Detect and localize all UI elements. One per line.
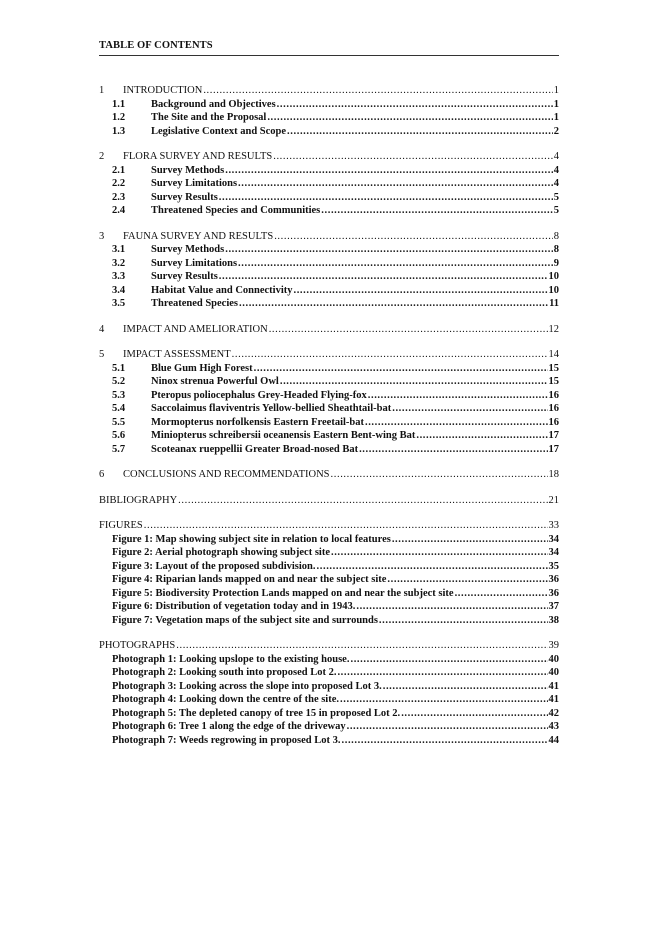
toc-entry-page: 34 (548, 547, 559, 558)
toc-entry-page: 4 (553, 164, 559, 176)
toc-dot-leader (219, 191, 553, 205)
toc-entry-number: 6 (99, 469, 105, 480)
toc-dot-leader (392, 533, 548, 547)
toc-dot-leader (293, 284, 547, 298)
toc-dot-leader (238, 257, 553, 271)
toc-chapter-entry[interactable] (99, 323, 559, 337)
toc-dot-leader (287, 125, 553, 139)
toc-entry-page: 5 (553, 205, 559, 216)
toc-subsection-entry[interactable] (99, 297, 559, 311)
toc-dot-leader (416, 429, 547, 443)
toc-entry-page: 36 (548, 587, 559, 599)
toc-section (99, 468, 559, 482)
toc-entry-page: 10 (548, 271, 559, 282)
toc-entry-number: 3.5 (112, 298, 126, 309)
toc-dot-leader (365, 416, 548, 430)
toc-entry-title: Background and Objectives (151, 98, 276, 110)
toc-figure-entry[interactable] (99, 587, 559, 601)
toc-entry-page: 16 (548, 389, 559, 401)
toc-entry-title: FIGURES (99, 520, 143, 531)
toc-entry-page: 42 (548, 707, 559, 719)
toc-section (99, 348, 559, 456)
toc-entry-page: 18 (548, 469, 559, 480)
toc-chapter-entry[interactable] (99, 84, 559, 98)
toc-entry-page: 9 (553, 257, 559, 269)
toc-photograph-entry[interactable] (99, 720, 559, 734)
toc-subsection-entry[interactable] (99, 389, 559, 403)
toc-figure-entry[interactable] (99, 546, 559, 560)
toc-entry-title: BIBLIOGRAPHY (99, 494, 178, 506)
toc-dot-leader (331, 546, 548, 560)
toc-entry-page: 12 (548, 323, 559, 335)
toc-entry-number: 2 (99, 151, 105, 162)
toc-dot-leader (350, 653, 547, 667)
toc-entry-page: 8 (553, 230, 559, 242)
toc-entry-page: 21 (548, 494, 559, 506)
toc-entry-title: Survey Limitations (151, 178, 238, 189)
toc-subsection-entry[interactable] (99, 429, 559, 443)
toc-entry-title: Photograph 7: Weeds regrowing in proposed Lot 3. (112, 734, 341, 746)
toc-entry-title: The Site and the Proposal (151, 112, 267, 123)
toc-entry-title: Survey Results (151, 191, 218, 203)
toc-entry-page: 1 (553, 98, 559, 110)
toc-entry-page: 14 (548, 349, 559, 360)
toc-entry-page: 41 (548, 694, 559, 705)
toc-section (99, 323, 559, 337)
toc-entry-page: 11 (549, 298, 559, 309)
toc-dot-leader (401, 707, 547, 721)
toc-photograph-entry[interactable] (99, 693, 559, 707)
toc-entry-number: 5.4 (112, 403, 126, 414)
toc-entry-title: Habitat Value and Connectivity (151, 284, 293, 296)
toc-entry-page: 36 (548, 574, 559, 585)
toc-entry-title: Photograph 1: Looking upslope to the existing house. (112, 653, 350, 665)
toc-entry-number: 3.3 (112, 271, 126, 282)
toc-entry-title: Figure 3: Layout of the proposed subdivision. (112, 560, 316, 572)
toc-entry-title: Mormopterus norfolkensis Eastern Freetail-bat (151, 416, 364, 428)
toc-dot-leader (280, 375, 548, 389)
toc-dot-leader (178, 494, 547, 508)
toc-entry-page: 17 (548, 430, 559, 441)
toc-photograph-entry[interactable] (99, 707, 559, 721)
toc-figure-entry[interactable] (99, 600, 559, 614)
toc-figure-entry[interactable] (99, 533, 559, 547)
toc-dot-leader (321, 204, 552, 218)
toc-dot-leader (239, 297, 548, 311)
toc-dot-leader (331, 468, 548, 482)
toc-entry-title: FAUNA SURVEY AND RESULTS (123, 230, 274, 242)
toc-chapter-entry[interactable] (99, 348, 559, 362)
page-header-title: TABLE OF CONTENTS (99, 40, 213, 51)
toc-entry-title: INTRODUCTION (123, 85, 203, 96)
toc-subsection-entry[interactable] (99, 111, 559, 125)
toc-dot-leader (392, 402, 547, 416)
toc-entry-title: CONCLUSIONS AND RECOMMENDATIONS (123, 469, 330, 480)
toc-dot-leader (238, 177, 553, 191)
toc-entry-number: 1.1 (112, 98, 126, 110)
toc-entry-title: Photograph 2: Looking south into proposed Lot 2. (112, 667, 337, 678)
toc-dot-leader (340, 693, 547, 707)
toc-entry-title: Figure 2: Aerial photograph showing subject site (112, 547, 330, 558)
toc-entry-title: Photograph 6: Tree 1 along the edge of the driveway (112, 721, 346, 732)
toc-entry-page: 1 (553, 85, 559, 96)
table-of-contents (99, 84, 559, 759)
toc-entry-page: 16 (548, 416, 559, 428)
toc-figure-entry[interactable] (99, 560, 559, 574)
toc-entry-number: 5.2 (112, 376, 126, 387)
toc-entry-page: 16 (548, 403, 559, 414)
toc-subsection-entry[interactable] (99, 177, 559, 191)
toc-dot-leader (232, 348, 548, 362)
toc-entry-page: 40 (548, 667, 559, 678)
toc-photograph-entry[interactable] (99, 734, 559, 748)
toc-entry-title: Threatened Species (151, 298, 239, 309)
toc-dot-leader (267, 111, 552, 125)
toc-entry-number: 4 (99, 323, 105, 335)
toc-entry-page: 34 (548, 533, 559, 545)
toc-figures-heading[interactable] (99, 519, 559, 533)
toc-photographs-section (99, 639, 559, 747)
toc-entry-number: 2.3 (112, 191, 126, 203)
toc-subsection-entry[interactable] (99, 362, 559, 376)
toc-dot-leader (225, 164, 553, 178)
toc-entry-page: 38 (548, 614, 559, 626)
toc-entry-number: 5.7 (112, 443, 126, 455)
toc-entry-title: Figure 7: Vegetation maps of the subject site and surrounds (112, 614, 378, 626)
toc-dot-leader (176, 639, 547, 653)
toc-dot-leader (379, 614, 548, 628)
toc-dot-leader (337, 666, 547, 680)
toc-entry-title: Miniopterus schreibersii oceanensis Eastern Bent-wing Bat (151, 430, 416, 441)
toc-dot-leader (455, 587, 548, 601)
toc-section (99, 230, 559, 311)
toc-subsection-entry[interactable] (99, 416, 559, 430)
toc-dot-leader (359, 443, 547, 457)
toc-subsection-entry[interactable] (99, 98, 559, 112)
toc-entry-title: Photograph 3: Looking across the slope into proposed Lot 3. (112, 680, 382, 692)
toc-entry-page: 44 (548, 734, 559, 746)
toc-entry-number: 1 (99, 85, 105, 96)
toc-entry-title: Figure 5: Biodiversity Protection Lands mapped on and near the subject site (112, 587, 454, 599)
toc-dot-leader (273, 150, 553, 164)
toc-entry-title: Photograph 5: The depleted canopy of tree 15 in proposed Lot 2. (112, 707, 401, 719)
toc-entry-number: 3.1 (112, 244, 126, 255)
toc-dot-leader (274, 230, 553, 244)
toc-entry-title: Legislative Context and Scope (151, 125, 287, 137)
toc-photograph-entry[interactable] (99, 666, 559, 680)
toc-entry-title: Figure 1: Map showing subject site in relation to local features (112, 533, 391, 545)
toc-entry-number: 5.1 (112, 362, 126, 374)
toc-subsection-entry[interactable] (99, 204, 559, 218)
toc-entry-title: IMPACT AND AMELIORATION (123, 323, 268, 335)
toc-entry-title: Survey Methods (151, 164, 225, 176)
header-rule (99, 55, 559, 56)
toc-entry-title: Survey Results (151, 271, 218, 282)
toc-entry-title: Ninox strenua Powerful Owl (151, 376, 279, 387)
toc-dot-leader (277, 98, 553, 112)
toc-entry-title: Saccolaimus flaviventris Yellow-bellied Sheathtail-bat (151, 403, 392, 414)
toc-dot-leader (356, 600, 547, 614)
toc-subsection-entry[interactable] (99, 284, 559, 298)
toc-dot-leader (219, 270, 548, 284)
toc-entry-title: Photograph 4: Looking down the centre of the site. (112, 694, 340, 705)
toc-entry-page: 10 (548, 284, 559, 296)
toc-subsection-entry[interactable] (99, 125, 559, 139)
toc-entry-number: 5.3 (112, 389, 126, 401)
toc-photograph-entry[interactable] (99, 653, 559, 667)
toc-dot-leader (254, 362, 548, 376)
toc-subsection-entry[interactable] (99, 270, 559, 284)
toc-entry-title: FLORA SURVEY AND RESULTS (123, 151, 273, 162)
toc-entry-title: Pteropus poliocephalus Grey-Headed Flying-fox (151, 389, 367, 401)
toc-subsection-entry[interactable] (99, 191, 559, 205)
toc-entry-number: 2.2 (112, 178, 126, 189)
toc-entry-page: 35 (548, 560, 559, 572)
toc-chapter-entry[interactable] (99, 468, 559, 482)
toc-entry-number: 3.2 (112, 257, 126, 269)
toc-dot-leader (317, 560, 548, 574)
toc-subsection-entry[interactable] (99, 375, 559, 389)
toc-bibliography-section (99, 494, 559, 508)
toc-section (99, 84, 559, 138)
toc-entry-title: PHOTOGRAPHS (99, 640, 176, 651)
toc-section (99, 150, 559, 218)
toc-entry-title: Survey Limitations (151, 257, 238, 269)
toc-entry-page: 2 (553, 125, 559, 137)
toc-photograph-entry[interactable] (99, 680, 559, 694)
toc-entry-title: IMPACT ASSESSMENT (123, 349, 231, 360)
toc-entry-page: 39 (548, 640, 559, 651)
toc-entry-number: 3.4 (112, 284, 126, 296)
toc-entry-title: Survey Methods (151, 244, 225, 255)
toc-chapter-entry[interactable] (99, 150, 559, 164)
toc-entry-page: 8 (553, 244, 559, 255)
toc-entry-page: 4 (553, 151, 559, 162)
toc-figure-entry[interactable] (99, 573, 559, 587)
toc-bibliography-entry[interactable] (99, 494, 559, 508)
toc-entry-page: 4 (553, 178, 559, 189)
toc-entry-number: 5.6 (112, 430, 126, 441)
toc-entry-page: 15 (548, 376, 559, 387)
toc-subsection-entry[interactable] (99, 257, 559, 271)
toc-entry-title: Scoteanax rueppellii Greater Broad-nosed Bat (151, 443, 359, 455)
toc-entry-number: 5.5 (112, 416, 126, 428)
toc-subsection-entry[interactable] (99, 243, 559, 257)
toc-photographs-heading[interactable] (99, 639, 559, 653)
toc-entry-number: 2.4 (112, 205, 126, 216)
toc-entry-number: 5 (99, 349, 105, 360)
toc-entry-page: 5 (553, 191, 559, 203)
toc-entry-title: Blue Gum High Forest (151, 362, 253, 374)
toc-entry-page: 41 (548, 680, 559, 692)
toc-entry-page: 40 (548, 653, 559, 665)
toc-entry-page: 15 (548, 362, 559, 374)
toc-entry-number: 1.3 (112, 125, 126, 137)
toc-entry-page: 33 (548, 520, 559, 531)
toc-dot-leader (342, 734, 548, 748)
toc-dot-leader (269, 323, 548, 337)
toc-subsection-entry[interactable] (99, 443, 559, 457)
toc-dot-leader (203, 84, 552, 98)
toc-subsection-entry[interactable] (99, 164, 559, 178)
toc-entry-page: 1 (553, 112, 559, 123)
toc-dot-leader (368, 389, 548, 403)
toc-figures-section (99, 519, 559, 627)
toc-entry-page: 37 (548, 601, 559, 612)
toc-entry-page: 43 (548, 721, 559, 732)
toc-dot-leader (144, 519, 548, 533)
toc-dot-leader (347, 720, 548, 734)
toc-dot-leader (383, 680, 548, 694)
toc-entry-number: 2.1 (112, 164, 126, 176)
toc-figure-entry[interactable] (99, 614, 559, 628)
toc-dot-leader (387, 573, 547, 587)
toc-chapter-entry[interactable] (99, 230, 559, 244)
toc-entry-title: Figure 4: Riparian lands mapped on and near the subject site (112, 574, 387, 585)
toc-dot-leader (225, 243, 553, 257)
toc-entry-number: 1.2 (112, 112, 126, 123)
toc-entry-number: 3 (99, 230, 105, 242)
toc-entry-title: Threatened Species and Communities (151, 205, 321, 216)
toc-entry-title: Figure 6: Distribution of vegetation today and in 1943. (112, 601, 356, 612)
toc-subsection-entry[interactable] (99, 402, 559, 416)
toc-entry-page: 17 (548, 443, 559, 455)
